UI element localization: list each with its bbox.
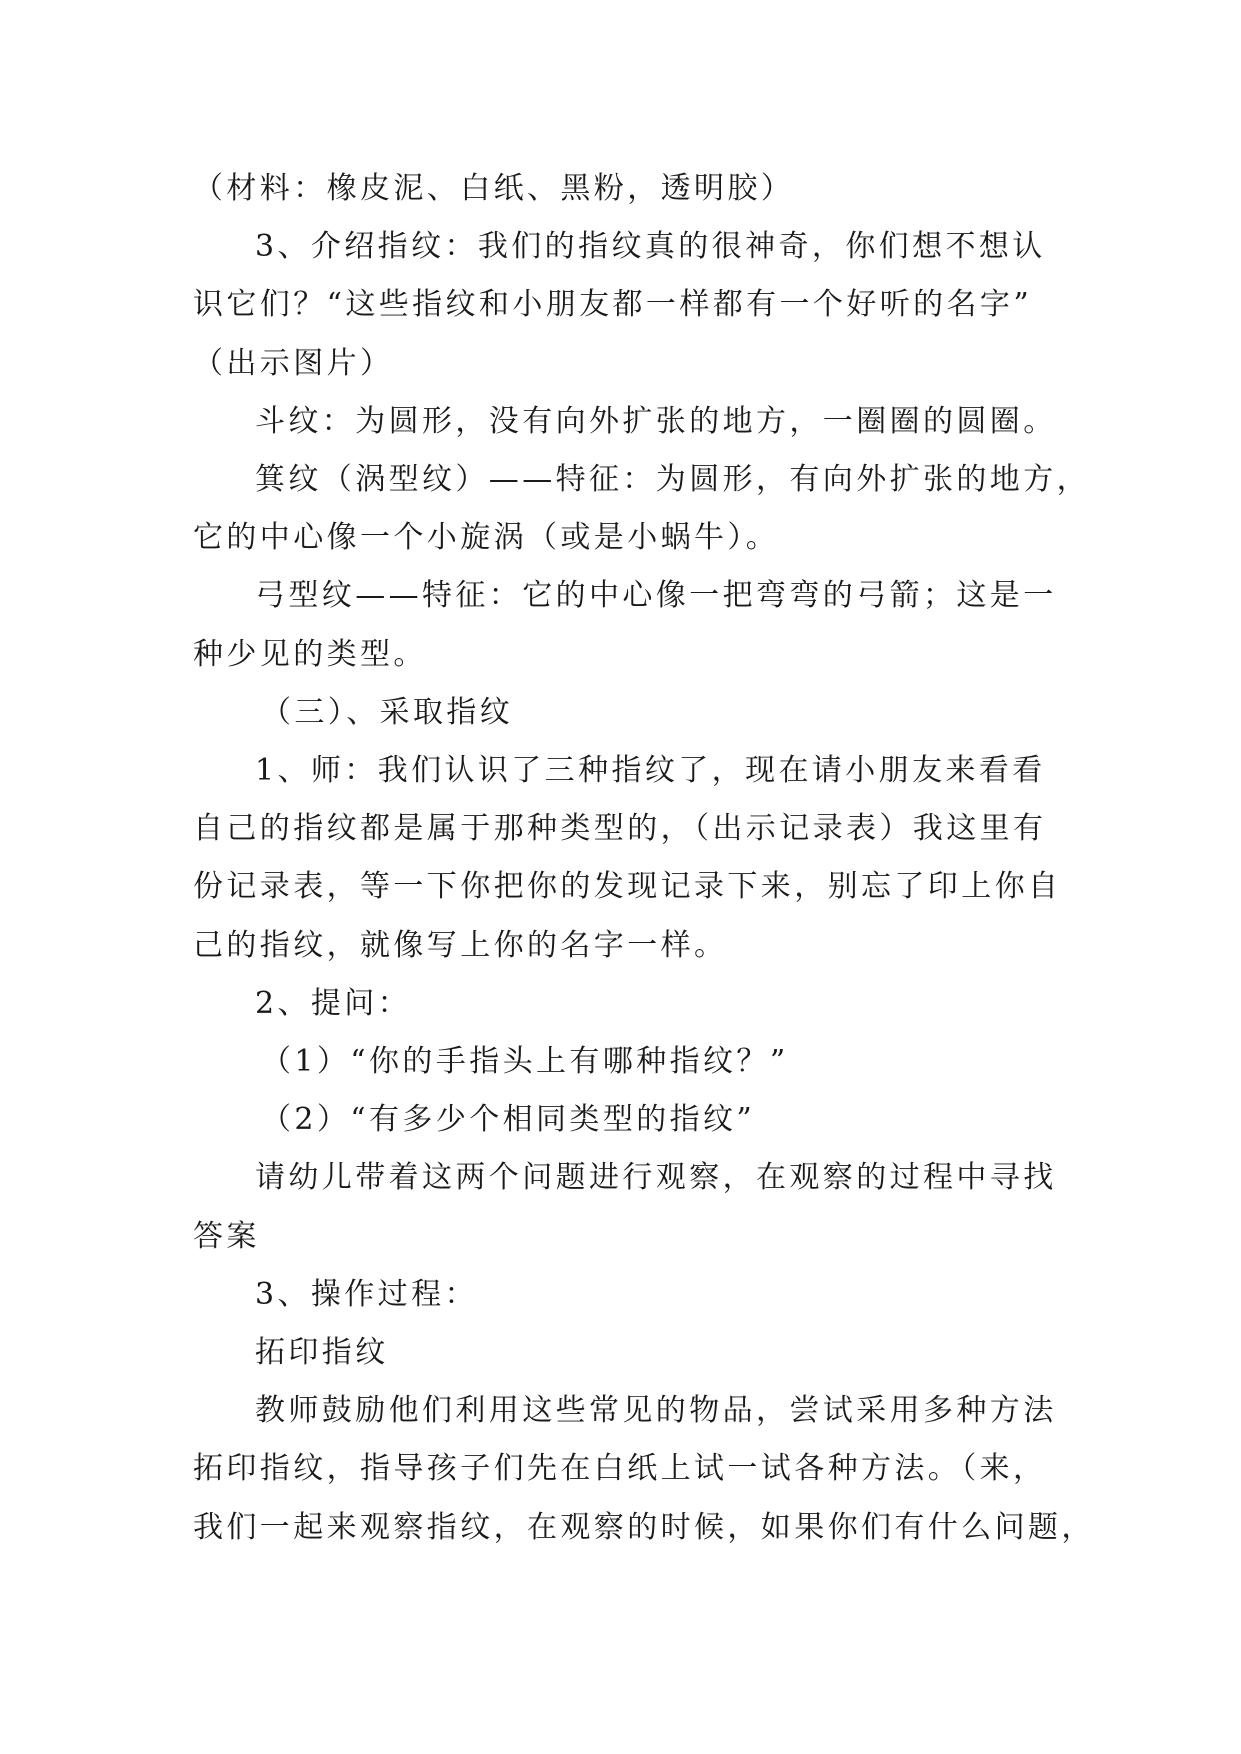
text-line: 我们一起来观察指纹，在观察的时候，如果你们有什么问题， (193, 1509, 1095, 1545)
text-line-observe: 请幼儿带着这两个问题进行观察，在观察的过程中寻找 (255, 1160, 1057, 1196)
text-line-question1: （1）“你的手指头上有哪种指纹？” (261, 1044, 789, 1080)
text-line: 种少见的类型。 (193, 636, 427, 672)
text-line-loop: 箕纹（涡型纹）——特征：为圆形，有向外扩张的地方， (255, 462, 1090, 498)
text-line-question2: （2）“有多少个相同类型的指纹” (261, 1102, 756, 1138)
text-line-whorl: 斗纹：为圆形，没有向外扩张的地方，一圈圈的圆圈。 (255, 403, 1057, 439)
text-line: 自己的指纹都是属于那种类型的，（出示记录表）我这里有 (193, 811, 1047, 847)
text-line-arch: 弓型纹——特征：它的中心像一把弯弯的弓箭；这是一 (255, 578, 1057, 614)
text-line: 拓印指纹，指导孩子们先在白纸上试一试各种方法。（来， (193, 1451, 1047, 1487)
text-line: 己的指纹，就像写上你的名字一样。 (193, 927, 728, 963)
text-line-step1: 1、师：我们认识了三种指纹了，现在请小朋友来看看 (255, 753, 1046, 789)
text-line: 它的中心像一个小旋涡（或是小蜗牛）。 (193, 520, 780, 556)
text-line-rubbing: 拓印指纹 (255, 1335, 389, 1371)
text-line: 识它们？“这些指纹和小朋友都一样都有一个好听的名字” (193, 287, 1033, 323)
text-line: 答案 (193, 1218, 260, 1254)
document-body (193, 160, 1095, 1557)
text-line-step3: 3、操作过程： (255, 1276, 478, 1312)
text-line-step3-intro: 3、介绍指纹：我们的指纹真的很神奇，你们想不想认 (255, 229, 1046, 265)
text-line-teacher: 教师鼓励他们利用这些常见的物品，尝试采用多种方法 (255, 1393, 1057, 1429)
text-line: （出示图片） (193, 345, 394, 381)
text-line-step2: 2、提问： (255, 985, 412, 1021)
text-line-materials: （材料：橡皮泥、白纸、黑粉，透明胶） (193, 171, 795, 206)
section-heading: （三）、采取指纹 (261, 694, 514, 730)
text-line: 份记录表，等一下你把你的发现记录下来，别忘了印上你自 (193, 869, 1062, 905)
